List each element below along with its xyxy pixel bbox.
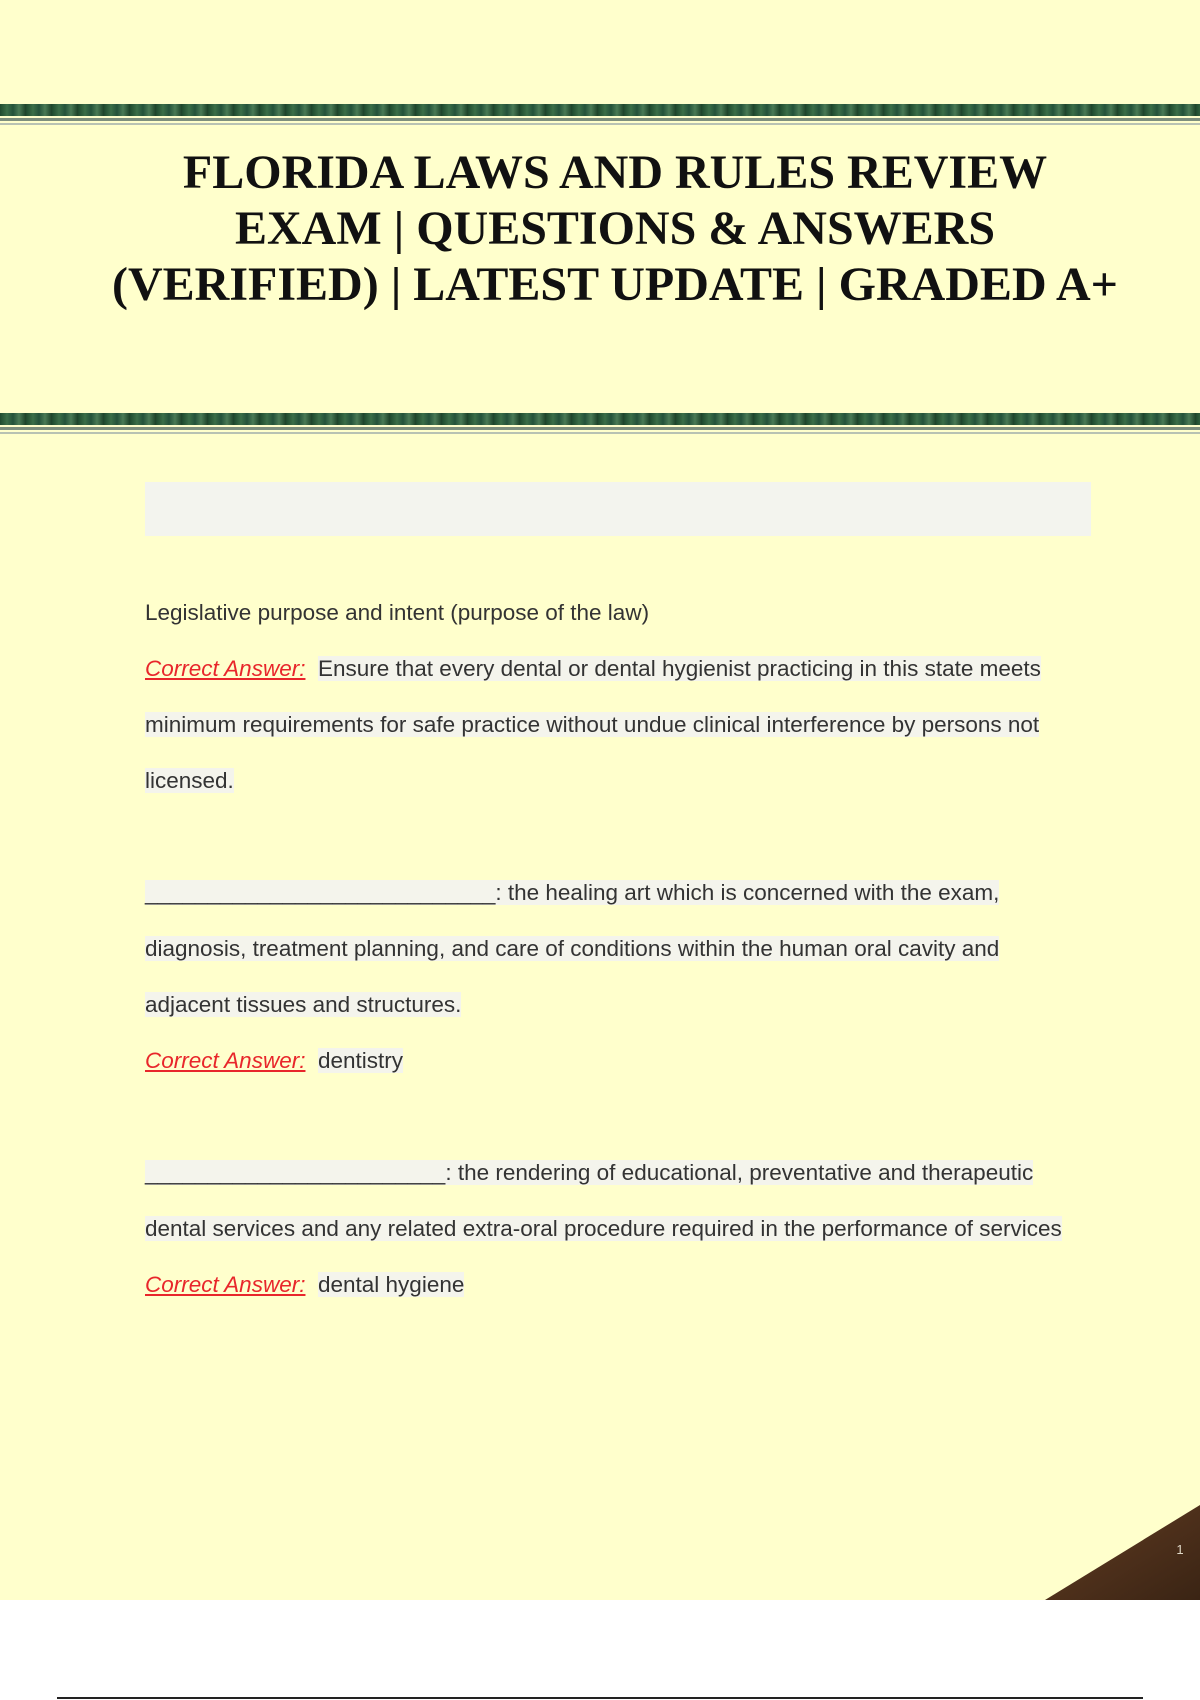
correct-answer-label: Correct Answer: [145,656,306,681]
answer-2 [145,1033,1085,1089]
qa-content [145,585,1085,1313]
footer-rule [57,1697,1143,1699]
question-1: Legislative purpose and intent (purpose of the law) [145,600,650,625]
correct-answer-label: Correct Answer: [145,1048,306,1073]
answer-1 [145,641,1085,809]
page-number: 1 [1176,1542,1184,1557]
question-3: ________________________: the rendering of educational, preventative and therapeutic dental services and any related extra-oral procedure required in the performance of services [145,1160,1062,1241]
question-2: ____________________________: the healing art which is concerned with the exam, diagnosis, treatment planning, and care of conditions within the human oral cavity and adjacent tissues and structures. [145,880,1000,1017]
blank-shaded-block [145,482,1091,536]
answer-text: dentistry [317,1048,404,1073]
answer-text: Ensure that every dental or dental hygienist practicing in this state meets minimum requirements for safe practice without undue clinical interference by persons not licensed. [145,656,1041,793]
correct-answer-label: Correct Answer: [145,1272,306,1297]
answer-text: dental hygiene [317,1272,465,1297]
title-bottom-border [0,413,1200,434]
top-decorative-border [0,104,1200,125]
answer-3 [145,1257,1085,1313]
document-title: FLORIDA LAWS AND RULES REVIEW EXAM | QUESTIONS & ANSWERS (VERIFIED) | LATEST UPDATE | GRADED A+ [112,146,1118,311]
